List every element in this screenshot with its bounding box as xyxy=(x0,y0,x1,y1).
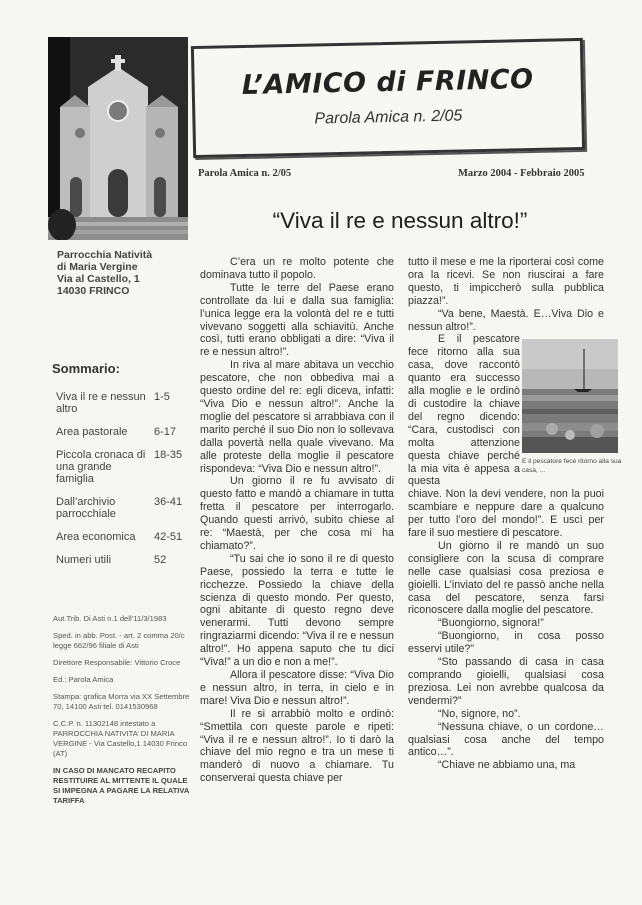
issue-dates: Marzo 2004 - Febbraio 2005 xyxy=(458,168,585,179)
paragraph: tutto il mese e me la riporterai così come ora la ricevi. Se non riuscirai a fare questo, ti impiccherò sulla pubblica piazza!”. xyxy=(408,256,604,307)
parish-line: Via al Castello, 1 xyxy=(57,273,140,285)
table-of-contents-title: Sommario: xyxy=(52,361,120,376)
parish-line: Parrocchia Natività xyxy=(57,249,153,261)
toc-label: Viva il re e nessun altro xyxy=(56,391,146,415)
toc-pages: 6-17 xyxy=(154,426,177,438)
parish-address xyxy=(57,249,192,297)
issue-number: Parola Amica n. 2/05 xyxy=(198,168,292,179)
boat-photo-caption: E il pescatore fece ritorno alla sua casa, ... xyxy=(522,458,622,474)
publication-info xyxy=(53,614,193,813)
paragraph: In riva al mare abitava un vecchio pescatore, che non obbediva mai a questo ordine del re: egli diceva, infatti: “Viva Dio e nessun altro!”. Anche la moglie del pescatore si arrabbiava con il marito perché il suo Dio non lo sollevava dalla povertà nella quale vivevano. Ma alle proteste della moglie il pescatore rispondeva: “Viva Dio e nessun altro!”. xyxy=(200,359,394,475)
toc-pages: 1-5 xyxy=(154,391,170,403)
toc-pages: 36-41 xyxy=(154,496,183,508)
toc-pages: 18-35 xyxy=(154,449,183,461)
paragraph: Un giorno il re mandò un suo consigliere con la scusa di comprare nelle case qualsiasi cosa preziosa e gioielli. L’inviato del re passò anche nella casa del pescatore, senza farsi riconoscere dalla moglie del pescatore. xyxy=(408,539,604,617)
parish-line: 14030 FRINCO xyxy=(57,285,130,297)
toc-item xyxy=(56,426,192,438)
newsletter-subtitle: Parola Amica n. 2/05 xyxy=(314,107,463,128)
paragraph: Un giorno il re fu avvisato di questo fatto e mandò a chiamare in tutta fretta il pescatore per interrogarlo. Quando questi arrivò, subito chiese al re: “Maestà, per che cosa mi ha chiamato?”. xyxy=(200,475,394,552)
article-column-2 xyxy=(408,256,604,772)
toc-label: Piccola cronaca di una grande famiglia xyxy=(56,449,146,485)
info-line: Direttore Responsabile: Vittorio Croce xyxy=(53,658,181,667)
toc-pages: 42-51 xyxy=(154,531,183,543)
toc-label: Dall’archivio parrocchiale xyxy=(56,496,116,520)
table-of-contents xyxy=(56,391,192,577)
info-line: C.C.P. n. 11302148 intestato a PARROCCHIA NATIVITA’ DI MARIA VERGINE - Via Castello,1 14030 Frinco (AT) xyxy=(53,719,188,758)
masthead-box xyxy=(191,38,585,158)
paragraph: Allora il pescatore disse: “Viva Dio e nessun altro, in terra, in cielo e in mare! Viva Dio e nessun altro!”. xyxy=(200,669,394,707)
info-line: Sped. in abb. Post. - art. 2 comma 20/c legge 662/96 filiale di Asti xyxy=(53,631,185,650)
paragraph: chiave. Non la devi vendere, non la puoi scambiare e neppure dare a qualcuno per tutto l’oro del mondo!”. E uscì per fare il suo mestiere di pescatore. xyxy=(408,488,604,540)
newsletter-title: L’AMICO di FRINCO xyxy=(241,63,534,102)
toc-label: Numeri utili xyxy=(56,554,112,566)
paragraph: “Buongiorno, in cosa posso esservi utile?” xyxy=(408,630,604,656)
info-line: Aut.Trib. Di Asti n.1 dell’11/3/1983 xyxy=(53,614,167,623)
article-column-1 xyxy=(200,256,394,785)
toc-item xyxy=(56,449,192,485)
toc-pages: 52 xyxy=(154,554,167,566)
paragraph: “Tu sai che io sono il re di questo Paese, possiedo la terra e tutte le ricchezze. Possiedo la chiave della scienza di questo mondo. Per questo, ogni abitante di questo regno deve venerarmi. Tutti devono sempre ringraziarmi dicendo: “Viva il re e nessun altro!”. Ho appena saputo che tu dici “Viva!” a un dio e non a me!”. xyxy=(200,552,394,669)
info-notice: IN CASO DI MANCATO RECAPITO RESTITUIRE AL MITTENTE IL QUALE SI IMPEGNA A PAGARE LA RELATIVA TARIFFA xyxy=(53,766,190,805)
paragraph: “Sto passando di casa in casa comprando gioielli, qualsiasi cosa preziosa. Lei non avrebbe qualcosa da vendermi?” xyxy=(408,656,604,707)
toc-label: Area pastorale xyxy=(56,426,128,438)
paragraph: Tutte le terre del Paese erano controllate da lui e dalla sua famiglia: l’unica legge era la volontà del re e tutti vivevano soggetti alla schiavitù. Anche così, tutti erano obbligati a dire: “Viva il re e nessun altro!”. xyxy=(200,281,394,359)
toc-item xyxy=(56,391,192,415)
paragraph: “Buongiorno, signora!” xyxy=(438,617,544,630)
paragraph: E il pescatore fece ritorno alla sua casa, dove raccontò quanto era successo alla moglie e le ordinò di custodire la chiave del regno dicendo: “Cara, custodisci con molta attenzione questa chiave perché la mia vita è appesa a questa xyxy=(408,333,520,488)
paragraph: C’era un re molto potente che dominava tutto il popolo. xyxy=(200,256,394,281)
article-headline: “Viva il re e nessun altro!” xyxy=(272,208,528,233)
boat-photo xyxy=(522,339,618,453)
info-line: Stampa: grafica Morra via XX Settembre 70, 14100 Asti tel. 0141530968 xyxy=(53,692,190,711)
toc-label: Area economica xyxy=(56,531,136,543)
paragraph: “Chiave ne abbiamo una, ma xyxy=(438,759,576,772)
parish-line: di Maria Vergine xyxy=(57,261,138,273)
sailboat-image xyxy=(522,339,618,453)
toc-item xyxy=(56,496,192,520)
church-photo xyxy=(48,37,188,240)
info-line: Ed.: Parola Amica xyxy=(53,675,114,684)
paragraph: “Va bene, Maestà. E…Viva Dio e nessun altro!”. xyxy=(408,307,604,333)
church-facade-image xyxy=(48,37,188,240)
paragraph: “Nessuna chiave, o un cordone…qualsiasi cosa anche del tempo antico…”. xyxy=(408,720,604,759)
toc-item xyxy=(56,554,192,566)
toc-item xyxy=(56,531,192,543)
paragraph: “No, signore, no”. xyxy=(438,707,521,720)
paragraph: Il re si arrabbiò molto e ordinò: “Smettila con queste parole e ripeti: “Viva il re e nessun altro!”. Io ti darò la chiave del mio regno e tra un mese ti manderò di nuovo a chiamare. Tu conserverai questa chiave per xyxy=(200,707,394,785)
